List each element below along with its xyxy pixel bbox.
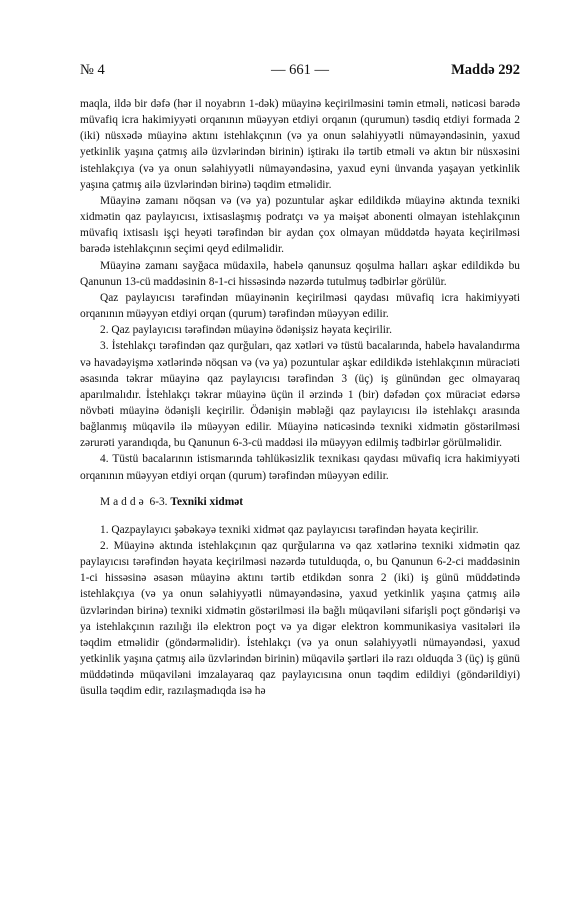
paragraph: 4. Tüstü bacalarının istismarında təhlükəsizlik texnikası qaydası müvafiq icra hakimiyyəti orqanının müəyyən etdiyi orqan (qurum) tərəfindən müəyyən edilir. (80, 453, 520, 482)
paragraph-continuation: maqla, ildə bir dəfə (hər il noyabrın 1-dək) müayinə keçirilməsini təmin etməli, nəticəsi barədə müvafiq icra hakimiyyəti orqanının müəyyən etdiyi orqanın (qurumun) təsdiq etdiyi formada 2 (iki) nüsxədə müayinə aktını istehlakçının (və ya onun səlahiyyətli nümayəndəsinin, yaxud yetkinlik yaşına çatmış ailə üzvlərindən birinin) iştirakı ilə tərtib etməli və aktın bir nüsxəsini istehlakçıya (və ya onun səlahiyyətli nümayəndəsinə, yaxud eyni ünvanda yaşayan yetkinlik yaşına çatmış ailə üzvlərindən birinə) təqdim etməlidir. (80, 98, 520, 191)
paragraph: 1. Qazpaylayıcı şəbəkəyə texniki xidmət qaz paylayıcısı tərəfindən həyata keçirilir. (100, 523, 479, 536)
paragraph: Qaz paylayıcısı tərəfindən müayinənin keçirilməsi qaydası müvafiq icra hakimiyyəti orqanının müəyyən etdiyi orqan (qurum) tərəfindən müəyyən edilir. (80, 291, 520, 321)
issue-number: № 4 (80, 62, 105, 78)
article-label: Maddə (100, 495, 147, 508)
page-number: — 661 — (271, 62, 329, 78)
paragraph: Müayinə zamanı sayğaca müdaxilə, habelə qanunsuz qoşulma halları aşkar edildikdə bu Qanunun 13-cü maddəsinin 8-1-ci hissəsində nəzərdə tutulmuş tədbirlər görülür. (80, 259, 520, 288)
article-heading (80, 494, 520, 510)
article-number: 6-3. (149, 495, 168, 508)
paragraph: Müayinə zamanı nöqsan və (və ya) pozuntular aşkar edildikdə müayinə aktında texniki xidmətin qaz paylayıcısı, ixtisaslaşmış podratçı və ya məişət abonenti olmayan istehlakçının müvafiq ixtisaslı işçi heyəti tərəfindən bir aydan çox olmayan müddətdə həyata keçirilməsi barədə istehlakçının seçimi qeyd edilməlidir. (80, 194, 520, 256)
paragraph: 3. İstehlakçı tərəfindən qaz qurğuları, qaz xətləri və tüstü bacalarında, habelə havalandırma və havadəyişmə xətlərində nöqsan və (və ya) pozuntular aşkar edildikdə istehlakçının müraciəti əsasında təkrar müayinə qaz paylayıcısı tərəfindən 3 (üç) iş günündən gec olmayaraq aparılmalıdır. İstehlakçı təkrar müayinə üçün il ərzində 1 (bir) dəfədən çox müraciət edərsə növbəti müayinə ödənişli keçirilir. Ödənişin məbləği qaz paylayıcısı ilə istehlakçı arasında bağlanmış müqavilə ilə müəyyən edilir. Müayinə nəticəsində texniki xidmətin göstərilməsi zərurəti yarandıqda, bu Qanunun 6-3-cü maddəsi ilə müəyyən edilmiş tədbirlər görülməlidir. (80, 340, 520, 450)
article-reference: Maddə 292 (451, 62, 520, 78)
page-header (80, 62, 520, 84)
paragraph: 2. Qaz paylayıcısı tərəfindən müayinə ödənişsiz həyata keçirilir. (100, 324, 392, 337)
page-body (80, 96, 520, 699)
paragraph: 2. Müayinə aktında istehlakçının qaz qurğularına və qaz xətlərinə texniki xidmətin qaz paylayıcısı tərəfindən həyata keçirilməsi nəzərdə tutulduqda, o, bu Qanunun 6-2-ci maddəsinin 1-ci hissəsinə əsasən müayinə aktını tərtib etdikdən sonra 2 (iki) iş günü müddətində istehlakçıya (və ya onun səlahiyyətli nümayəndəsinə, yaxud yetkinlik yaşına çatmış ailə üzvlərindən birinə) texniki xidmətin göstərilməsi ilə bağlı müqaviləni sifarişli poçt göndərişi və ya istehlakçının razılığı ilə elektron poçt və ya digər elektron kommunikasiya vasitələri ilə təqdim etməlidir (göndərməlidir). İstehlakçı (və ya onun səlahiyyətli nümayəndəsi, yaxud yetkinlik yaşına çatmış ailə üzvlərindən birinin) müqavilə şərtləri ilə razı olduqda 3 (üç) iş günü müddətində müqaviləni imzalayaraq qaz paylayıcısına onun təqdim edildiyi (göndərildiyi) üsulla təqdim edir, razılaşmadıqda isə hə (80, 539, 520, 698)
article-title: Texniki xidmət (170, 495, 244, 508)
